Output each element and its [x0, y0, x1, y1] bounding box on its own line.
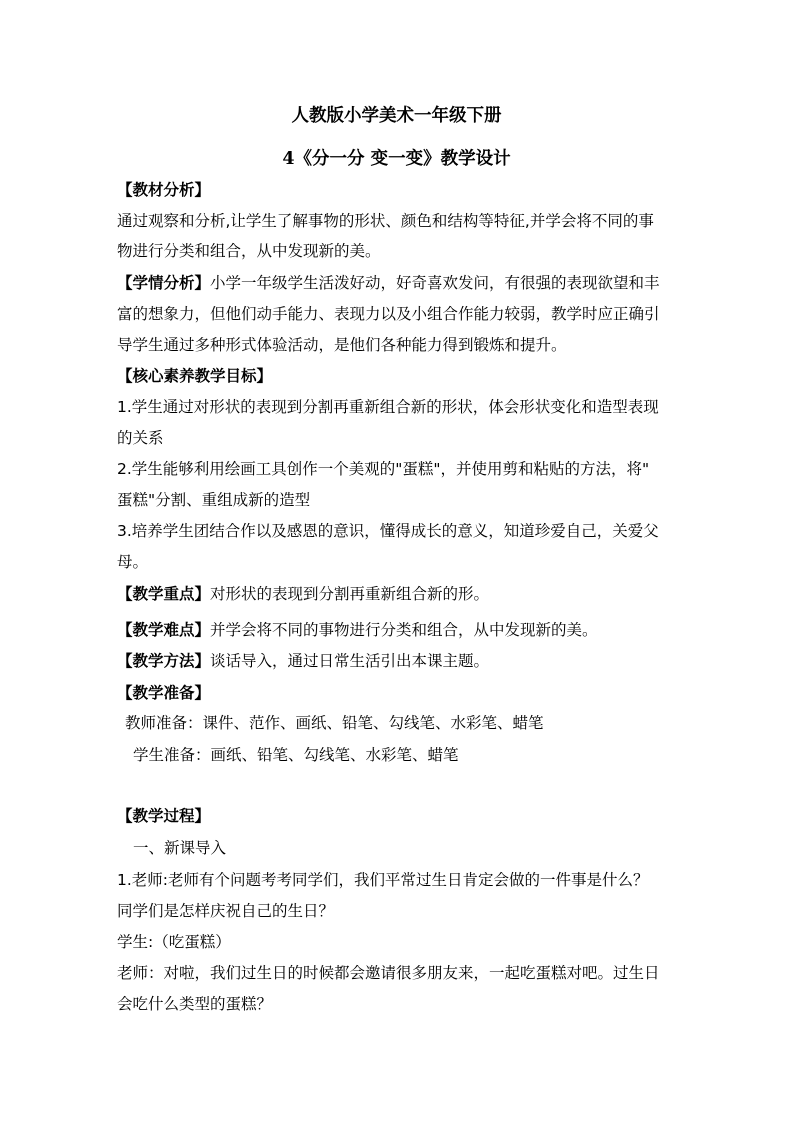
- process-line: 老师：对啦，我们过生日的时候都会邀请很多朋友来，一起吃蛋糕对吧。过生日: [117, 964, 660, 982]
- process-line: 学生:（吃蛋糕）: [117, 933, 231, 951]
- textbook-analysis-heading: 【教材分析】: [117, 181, 211, 199]
- key-point-line: [117, 584, 677, 604]
- student-analysis-heading: 【学情分析】: [117, 274, 211, 292]
- objective-line: 2.学生能够利用绘画工具创作一个美观的"蛋糕"，并使用剪和粘贴的方法，将": [117, 460, 650, 478]
- student-analysis-line-first: [117, 273, 677, 293]
- teacher-preparation: 教师准备：课件、范作、画纸、铅笔、勾线笔、水彩笔、蜡笔: [125, 714, 544, 732]
- objective-line: 1.学生通过对形状的表现到分割再重新组合新的形状，体会形状变化和造型表现: [117, 398, 659, 416]
- method-heading: 【教学方法】: [117, 652, 211, 670]
- process-line: 1.老师:老师有个问题考考同学们，我们平常过生日肯定会做的一件事是什么？: [117, 871, 649, 889]
- student-analysis-line: 导学生通过多种形式体验活动，是他们各种能力得到锻炼和提升。: [117, 336, 567, 354]
- textbook-analysis-line: 物进行分类和组合，从中发现新的美。: [117, 242, 381, 260]
- key-point-heading: 【教学重点】: [117, 585, 211, 603]
- difficulty-heading: 【教学难点】: [117, 621, 211, 639]
- key-point-text: 对形状的表现到分割再重新组合新的形。: [210, 585, 490, 603]
- textbook-analysis-line: 通过观察和分析,让学生了解事物的形状、颜色和结构等特征,并学会将不同的事: [117, 212, 654, 230]
- objective-line: 母。: [117, 553, 149, 571]
- process-step-title: 一、新课导入: [133, 839, 227, 857]
- document-subtitle: 4《分一分 变一变》教学设计: [282, 149, 511, 169]
- objective-line: 蛋糕"分割、重组成新的造型: [117, 491, 311, 509]
- preparation-heading: 【教学准备】: [117, 684, 211, 702]
- student-analysis-text: 小学一年级学生活泼好动，好奇喜欢发问，有很强的表现欲望和丰: [210, 274, 660, 292]
- document-title: 人教版小学美术一年级下册: [291, 106, 502, 126]
- method-line: [117, 651, 677, 671]
- difficulty-text: 并学会将不同的事物进行分类和组合，从中发现新的美。: [210, 621, 598, 639]
- process-heading: 【教学过程】: [117, 807, 211, 825]
- student-preparation: 学生准备：画纸、铅笔、勾线笔、水彩笔、蜡笔: [133, 746, 459, 764]
- process-line: 同学们是怎样庆祝自己的生日？: [117, 902, 335, 920]
- objectives-heading: 【核心素养教学目标】: [117, 367, 273, 385]
- objective-line: 的关系: [117, 429, 164, 447]
- difficulty-line: [117, 620, 677, 640]
- method-text: 谈话导入，通过日常生活引出本课主题。: [210, 652, 490, 670]
- process-line: 会吃什么类型的蛋糕？: [117, 995, 273, 1013]
- student-analysis-line: 富的想象力，但他们动手能力、表现力以及小组合作能力较弱，教学时应正确引: [117, 305, 660, 323]
- objective-line: 3.培养学生团结合作以及感恩的意识，懂得成长的意义，知道珍爱自己，关爱父: [117, 522, 659, 540]
